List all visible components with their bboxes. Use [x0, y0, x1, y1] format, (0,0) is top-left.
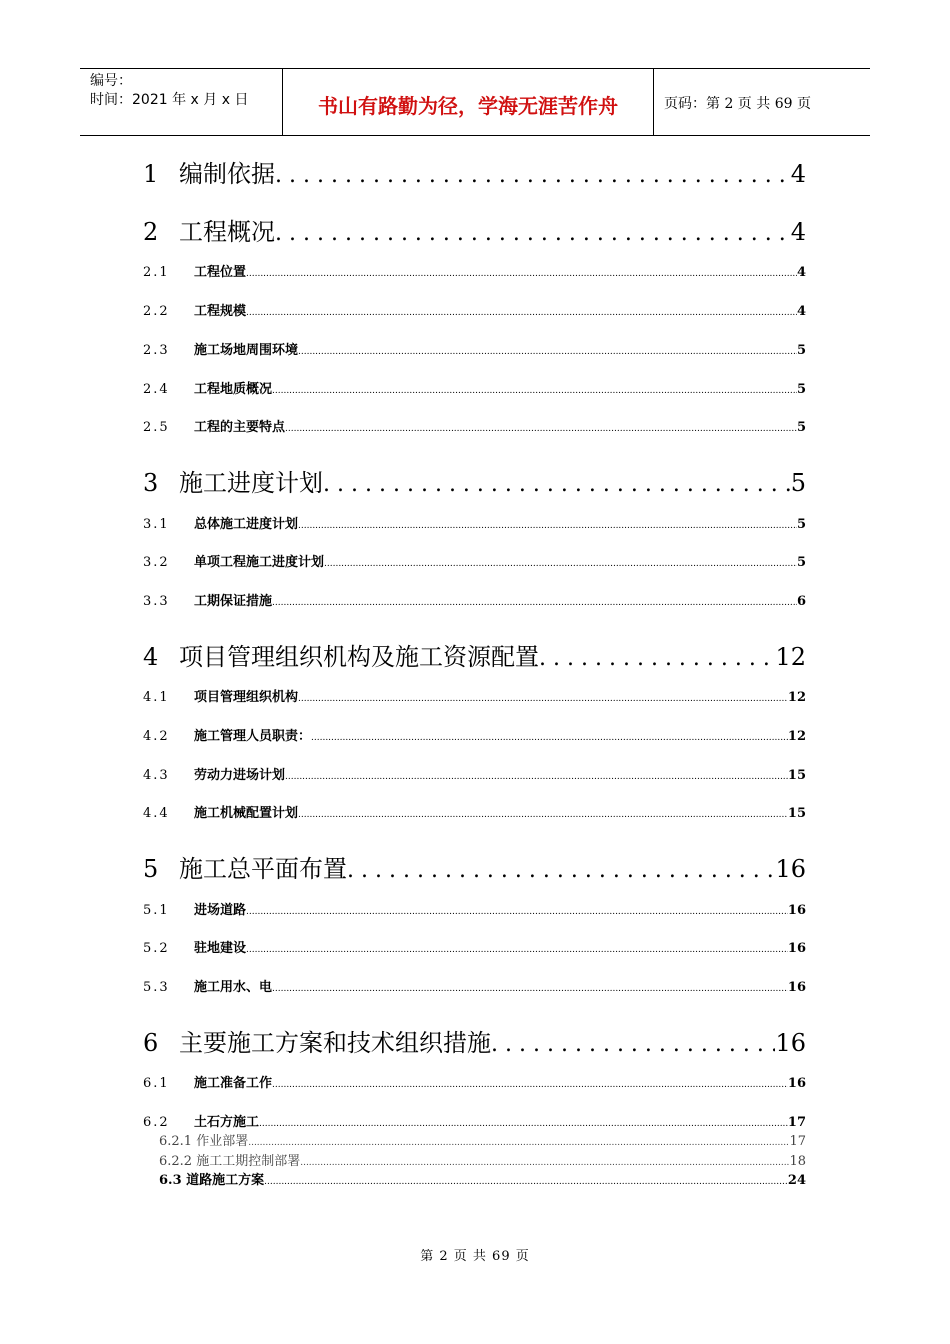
- toc-entry-page: 15: [787, 768, 806, 783]
- toc-entry-title: 劳动力进场计划: [194, 768, 286, 783]
- toc-entry[interactable]: [143, 1114, 806, 1132]
- toc-entry-title: 项目管理组织机构: [194, 690, 299, 705]
- toc-entry-page: 5: [796, 420, 806, 435]
- toc-entry[interactable]: [143, 940, 806, 958]
- toc-dot-leader: [246, 265, 797, 283]
- toc-entry-title: 施工用水、电: [194, 980, 273, 995]
- toc-entry-number: 4: [143, 643, 159, 671]
- toc-entry[interactable]: [143, 1075, 806, 1093]
- toc-entry[interactable]: [143, 728, 806, 746]
- toc-entry-number: 6: [143, 1029, 159, 1057]
- toc-dot-leader: [246, 941, 788, 959]
- toc-entry[interactable]: [143, 853, 806, 885]
- toc-entry-page: 5: [796, 382, 806, 397]
- toc-dot-leader: [323, 469, 791, 501]
- toc-entry-page: 4: [796, 265, 806, 280]
- toc-dot-leader: [539, 643, 775, 675]
- toc-entry-page: 16: [775, 1029, 806, 1057]
- toc-entry-number: 2.5: [143, 420, 170, 435]
- toc-entry-page: 16: [787, 980, 806, 995]
- toc-entry-number: 2: [143, 218, 159, 246]
- toc-dot-leader: [298, 806, 788, 824]
- toc-entry-title: 编制依据: [179, 160, 275, 188]
- toc-dot-leader: [285, 768, 788, 786]
- toc-entry-title: 进场道路: [194, 903, 247, 918]
- toc-entry-title: 施工准备工作: [194, 1076, 273, 1091]
- toc-entry-number: 3.3: [143, 594, 170, 609]
- toc-entry-number: 4.3: [143, 768, 170, 783]
- toc-entry-page: 18: [789, 1154, 806, 1169]
- toc-entry-page: 4: [796, 304, 806, 319]
- date-label: 时间：2021 年 x 月 x 日: [90, 92, 249, 108]
- toc-entry-title: 单项工程施工进度计划: [194, 555, 325, 570]
- toc-entry-page: 4: [790, 218, 806, 246]
- toc-entry[interactable]: [143, 805, 806, 823]
- serial-label: 编号：: [90, 73, 132, 89]
- toc-entry-title: 工程的主要特点: [194, 420, 286, 435]
- toc-entry-title: 施工管理人员职责：: [194, 729, 312, 744]
- page-footer: 第 2 页 共 69 页: [420, 1249, 530, 1264]
- toc-entry-number: 5.1: [143, 903, 170, 918]
- toc-dot-leader: [275, 160, 791, 192]
- toc-entry-number: 6.1: [143, 1076, 170, 1091]
- toc-dot-leader: [272, 594, 797, 612]
- toc-dot-leader: [300, 1154, 789, 1172]
- toc-entry[interactable]: [143, 902, 806, 920]
- toc-entry-page: 5: [796, 517, 806, 532]
- toc-entry[interactable]: [143, 979, 806, 997]
- toc-entry[interactable]: [143, 1153, 806, 1171]
- toc-entry[interactable]: [143, 342, 806, 360]
- toc-entry-page: 15: [787, 806, 806, 821]
- toc-entry[interactable]: [143, 767, 806, 785]
- toc-entry[interactable]: [143, 216, 806, 248]
- toc-entry[interactable]: [143, 689, 806, 707]
- toc-entry-number: 4.1: [143, 690, 170, 705]
- toc-entry-number: 3.2: [143, 555, 170, 570]
- toc-entry[interactable]: [143, 554, 806, 572]
- toc-dot-leader: [272, 980, 788, 998]
- toc-entry[interactable]: [143, 1133, 806, 1151]
- toc-entry-title: 施工机械配置计划: [194, 806, 299, 821]
- toc-dot-leader: [275, 218, 791, 250]
- toc-dot-leader: [324, 555, 797, 573]
- toc-entry-number: 6.2: [143, 1115, 170, 1130]
- toc-entry-page: 16: [787, 903, 806, 918]
- toc-entry[interactable]: [143, 641, 806, 673]
- toc-dot-leader: [264, 1173, 788, 1191]
- toc-entry-title: 项目管理组织机构及施工资源配置: [179, 643, 539, 671]
- header-meta: [80, 69, 282, 135]
- toc-entry-page: 17: [789, 1134, 806, 1149]
- toc-dot-leader: [259, 1115, 788, 1133]
- page-header: [80, 68, 870, 136]
- toc-entry-page: 16: [787, 1076, 806, 1091]
- toc-dot-leader: [272, 382, 797, 400]
- toc-entry-number: 4.2: [143, 729, 170, 744]
- header-page-info: 页码：第 2 页 共 69 页: [664, 96, 811, 112]
- toc-entry-title: 工程规模: [194, 304, 247, 319]
- toc-entry-title: 6.2.1 作业部署: [159, 1134, 249, 1149]
- toc-entry-number: 5.2: [143, 941, 170, 956]
- toc-dot-leader: [246, 903, 788, 921]
- toc-entry-title: 工程地质概况: [194, 382, 273, 397]
- toc-dot-leader: [311, 729, 788, 747]
- toc-entry-title: 驻地建设: [194, 941, 247, 956]
- toc-entry-page: 16: [787, 941, 806, 956]
- toc-entry-number: 4.4: [143, 806, 170, 821]
- toc-entry-title: 6.2.2 施工工期控制部署: [159, 1154, 301, 1169]
- toc-dot-leader: [248, 1134, 789, 1152]
- toc-entry[interactable]: [143, 303, 806, 321]
- toc-entry[interactable]: [143, 381, 806, 399]
- toc-entry-number: 2.2: [143, 304, 170, 319]
- toc-entry-page: 5: [790, 469, 806, 497]
- toc-entry-page: 6: [796, 594, 806, 609]
- toc-entry-number: 2.3: [143, 343, 170, 358]
- toc-entry-page: 12: [787, 729, 806, 744]
- toc-entry[interactable]: [143, 158, 806, 190]
- toc-dot-leader: [298, 690, 788, 708]
- toc-entry-title: 6.3 道路施工方案: [159, 1173, 265, 1188]
- toc-dot-leader: [272, 1076, 788, 1094]
- toc-entry[interactable]: [143, 1027, 806, 1059]
- toc-entry-page: 16: [775, 855, 806, 883]
- toc-entry[interactable]: [143, 1172, 806, 1190]
- toc-dot-leader: [347, 855, 775, 887]
- toc-entry[interactable]: [143, 467, 806, 499]
- toc-entry-number: 5: [143, 855, 159, 883]
- toc-entry-number: 5.3: [143, 980, 170, 995]
- toc-entry[interactable]: [143, 516, 806, 534]
- toc-entry-title: 土石方施工: [194, 1115, 260, 1130]
- toc-entry-title: 施工场地周围环境: [194, 343, 299, 358]
- toc-entry-number: 2.1: [143, 265, 170, 280]
- toc-entry-title: 工程概况: [179, 218, 275, 246]
- toc-entry-title: 施工总平面布置: [179, 855, 347, 883]
- toc-entry[interactable]: [143, 593, 806, 611]
- toc-entry-title: 主要施工方案和技术组织措施: [179, 1029, 491, 1057]
- toc-entry[interactable]: [143, 419, 806, 437]
- toc-entry-page: 17: [787, 1115, 806, 1130]
- toc-dot-leader: [285, 420, 797, 438]
- toc-entry-page: 12: [775, 643, 806, 671]
- toc-entry-title: 总体施工进度计划: [194, 517, 299, 532]
- toc-entry-number: 3: [143, 469, 159, 497]
- toc-entry-number: 1: [143, 160, 159, 188]
- toc-entry[interactable]: [143, 264, 806, 282]
- toc-entry-number: 2.4: [143, 382, 170, 397]
- toc-entry-title: 工期保证措施: [194, 594, 273, 609]
- toc-entry-page: 5: [796, 555, 806, 570]
- toc-entry-page: 24: [787, 1173, 806, 1188]
- toc-entry-page: 12: [787, 690, 806, 705]
- toc-entry-title: 工程位置: [194, 265, 247, 280]
- toc-dot-leader: [298, 517, 797, 535]
- toc-entry-title: 施工进度计划: [179, 469, 323, 497]
- toc-entry-page: 4: [790, 160, 806, 188]
- toc-entry-page: 5: [796, 343, 806, 358]
- toc-dot-leader: [491, 1029, 775, 1061]
- toc-entry-number: 3.1: [143, 517, 170, 532]
- header-motto: 书山有路勤为径，学海无涯苦作舟: [282, 69, 654, 135]
- toc-dot-leader: [298, 343, 797, 361]
- toc-dot-leader: [246, 304, 797, 322]
